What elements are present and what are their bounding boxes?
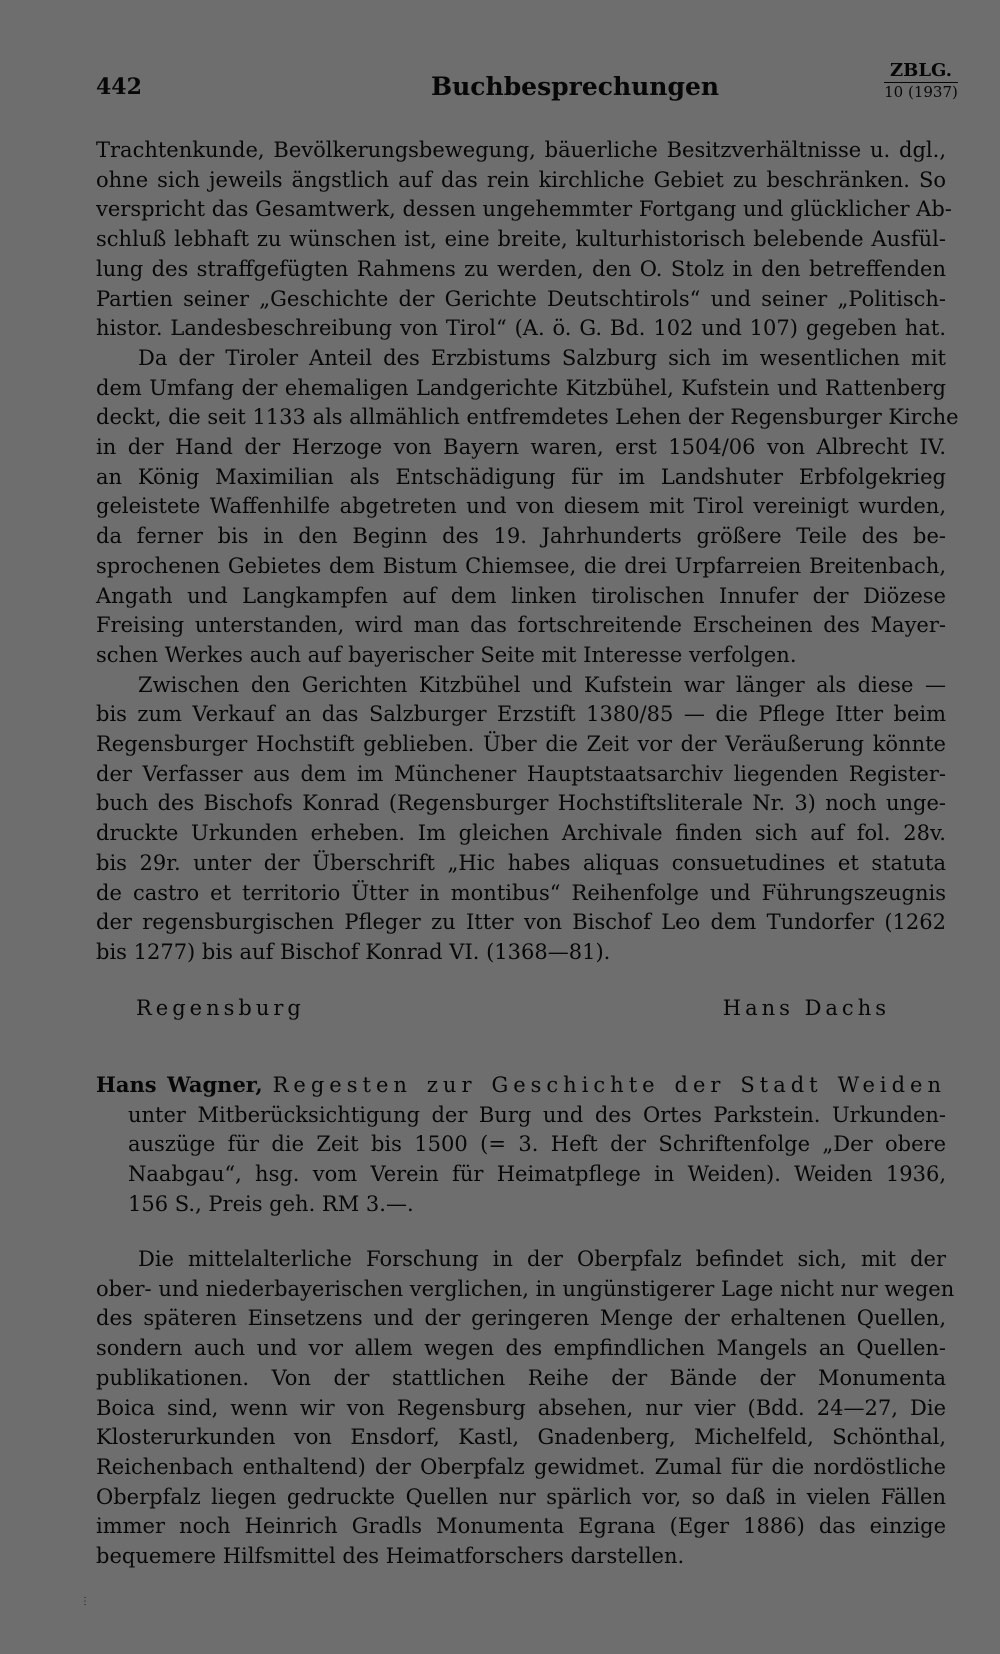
review-1-signature <box>136 996 890 1026</box>
text-line: druckte Urkunden erheben. Im gleichen Archivale finden sich auf fol. 28v. <box>96 821 946 846</box>
text-line: Klosterurkunden von Ensdorf, Kastl, Gnadenberg, Michelfeld, Schönthal, <box>96 1425 946 1450</box>
journal-volume: 10 (1937) <box>884 82 958 101</box>
text-line: dem Umfang der ehemaligen Landgerichte Kitzbühel, Kufstein und Rattenberg <box>96 375 946 400</box>
citation-line: 156 S., Preis geh. RM 3.—. <box>128 1191 414 1216</box>
text-line: Reichenbach enthaltend) der Oberpfalz gewidmet. Zumal für die nordöstliche <box>96 1454 946 1479</box>
signature-author: Hans Dachs <box>722 996 890 1020</box>
review-2-author: Hans Wagner, <box>96 1072 263 1097</box>
text-line: bis zum Verkauf an das Salzburger Erzstift 1380/85 — die Pflege Itter beim <box>96 702 946 727</box>
text-line: Partien seiner „Geschichte der Gerichte Deutschtirols“ und seiner „Politisch- <box>96 286 946 311</box>
text-line: in der Hand der Herzoge von Bayern waren, erst 1504/06 von Albrecht IV. <box>96 435 946 460</box>
scan-speck: ⋮ <box>80 1596 90 1607</box>
text-line: bis 29r. unter der Überschrift „Hic habes aliquas consuetudines et statuta <box>96 850 946 875</box>
text-line: sondern auch und vor allem wegen des empfindlichen Mangels an Quellen- <box>96 1336 946 1361</box>
text-line: ohne sich jeweils ängstlich auf das rein kirchliche Gebiet zu beschränken. So <box>96 167 946 192</box>
page-number: 442 <box>96 74 142 100</box>
text-line: der regensburgischen Pfleger zu Itter von Bischof Leo dem Tundorfer (1262 <box>96 910 946 935</box>
signature-place: Regensburg <box>136 996 305 1020</box>
text-line: Zwischen den Gerichten Kitzbühel und Kufstein war länger als diese — <box>138 672 946 697</box>
text-line: ober- und niederbayerischen verglichen, in ungünstigerer Lage nicht nur wegen <box>96 1276 955 1301</box>
review-2-citation <box>96 1070 946 1220</box>
text-line: lung des straffgefügten Rahmens zu werden, den O. Stolz in den betreffenden <box>96 256 946 281</box>
text-line: geleistete Waffenhilfe abgetreten und von diesem mit Tirol vereinigt wurden, <box>96 494 946 519</box>
text-line: Die mittelalterliche Forschung in der Oberpfalz befindet sich, mit der <box>138 1247 946 1271</box>
text-line: verspricht das Gesamtwerk, dessen ungehemmter Fortgang und glücklicher Ab- <box>96 197 952 222</box>
text-line: de castro et territorio Ütter in montibus“ Reihenfolge und Führungszeugnis <box>96 880 946 905</box>
text-line: Trachtenkunde, Bevölkerungsbewegung, bäuerliche Besitzverhältnisse u. dgl., <box>96 138 946 162</box>
review-2-title: Regesten zur Geschichte der Stadt Weiden <box>272 1073 946 1097</box>
citation-heading <box>96 1070 946 1101</box>
text-line: buch des Bischofs Konrad (Regensburger Hochstiftsliterale Nr. 3) noch unge- <box>96 791 946 816</box>
text-line: sprochenen Gebietes dem Bistum Chiemsee, die drei Urpfarreien Breitenbach, <box>96 553 946 578</box>
text-line: publikationen. Von der stattlichen Reihe der Bände der Monumenta <box>96 1365 946 1390</box>
journal-reference <box>884 62 958 101</box>
text-line: Da der Tiroler Anteil des Erzbistums Salzburg sich im wesentlichen mit <box>138 345 946 370</box>
page-header <box>96 62 958 114</box>
text-line: bequemere Hilfsmittel des Heimatforschers darstellen. <box>96 1544 685 1569</box>
text-line: des späteren Einsetzens und der geringeren Menge der erhaltenen Quellen, <box>96 1306 946 1331</box>
citation-line: Naabgau“, hsg. vom Verein für Heimatpflege in Weiden). Weiden 1936, <box>128 1162 946 1187</box>
text-line: histor. Landesbeschreibung von Tirol“ (A. ö. G. Bd. 102 und 107) gegeben hat. <box>96 316 946 341</box>
journal-abbreviation: ZBLG. <box>884 62 958 83</box>
text-line: bis 1277) bis auf Bischof Konrad VI. (1368—81). <box>96 939 611 964</box>
text-line: deckt, die seit 1133 als allmählich entfremdetes Lehen der Regensburger Kirche <box>96 405 959 430</box>
citation-line: auszüge für die Zeit bis 1500 (= 3. Heft der Schriftenfolge „Der obere <box>128 1132 946 1157</box>
review-2-text <box>96 1245 955 1572</box>
text-line: Boica sind, wenn wir von Regensburg absehen, nur vier (Bdd. 24—27, Die <box>96 1395 946 1420</box>
text-line: der Verfasser aus dem im Münchener Hauptstaatsarchiv liegenden Register- <box>96 761 946 786</box>
text-line: Freising unterstanden, wird man das fortschreitende Erscheinen des Mayer- <box>96 613 946 638</box>
text-line: Angath und Langkampfen auf dem linken tirolischen Innufer der Diözese <box>96 583 946 608</box>
text-line: an König Maximilian als Entschädigung für im Landshuter Erbfolgekrieg <box>96 464 946 489</box>
text-line: schen Werkes auch auf bayerischer Seite mit Interesse verfolgen. <box>96 642 797 667</box>
text-line: immer noch Heinrich Gradls Monumenta Egrana (Eger 1886) das einzige <box>96 1514 946 1539</box>
citation-line: unter Mitberücksichtigung der Burg und des Ortes Parkstein. Urkunden- <box>128 1102 946 1127</box>
text-line: da ferner bis in den Beginn des 19. Jahrhunderts größere Teile des be- <box>96 524 946 549</box>
text-line: Oberpfalz liegen gedruckte Quellen nur spärlich vor, so daß in vielen Fällen <box>96 1484 946 1509</box>
text-line: schluß lebhaft zu wünschen ist, eine breite, kulturhistorisch belebende Ausfül- <box>96 227 946 252</box>
review-1-text <box>96 136 959 968</box>
running-title: Buchbesprechungen <box>431 72 720 101</box>
text-line: Regensburger Hochstift geblieben. Über die Zeit vor der Veräußerung könnte <box>96 732 946 757</box>
